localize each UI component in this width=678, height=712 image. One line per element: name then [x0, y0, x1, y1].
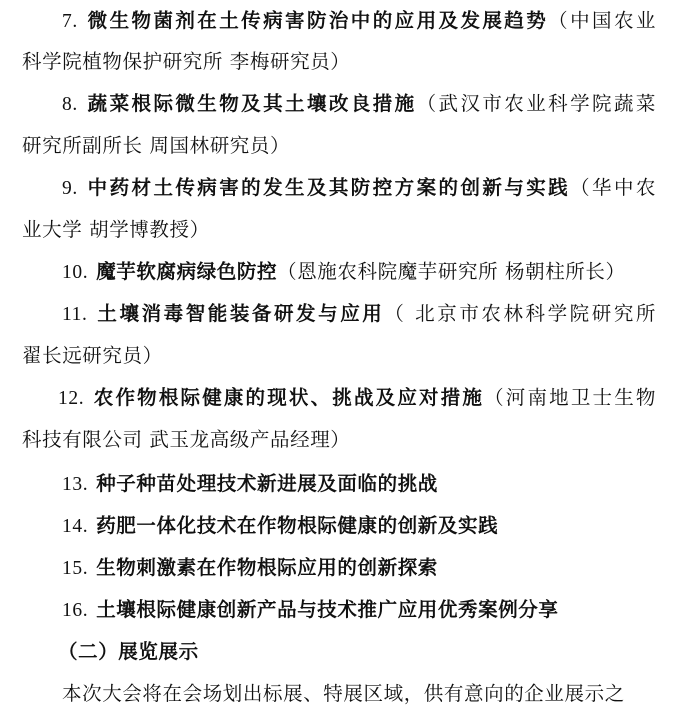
list-item-12	[58, 385, 656, 412]
item-number: 9.	[62, 178, 78, 199]
list-item-10	[62, 259, 656, 286]
list-item-13	[62, 471, 656, 498]
item-note: （ 北京市农林科学院研究所	[384, 302, 656, 325]
item-number: 8.	[62, 94, 78, 115]
item-number: 7.	[62, 11, 78, 32]
section-heading	[58, 639, 656, 665]
item-title: 土壤消毒智能装备研发与应用	[95, 302, 385, 325]
list-item-11	[62, 301, 656, 328]
item-title: 蔬菜根际微生物及其土壤改良措施	[85, 92, 417, 115]
item-number: 15.	[62, 558, 89, 579]
body-paragraph	[62, 681, 656, 707]
item-number: 10.	[62, 262, 89, 283]
item-note: （武汉市农业科学院蔬菜	[416, 92, 656, 115]
list-item-9	[62, 175, 656, 202]
item-title: 微生物菌剂在土传病害防治中的应用及发展趋势	[85, 9, 549, 32]
item-title: 魔芋软腐病绿色防控	[96, 260, 278, 283]
item-title: 种子种苗处理技术新进展及面临的挑战	[96, 472, 438, 495]
item-note: 翟长远研究员）	[22, 344, 163, 367]
item-note: （恩施农科院魔芋研究所 杨朝柱所长）	[277, 260, 626, 283]
list-item-15	[62, 555, 656, 582]
list-item-9-continuation	[22, 217, 656, 243]
list-item-16	[62, 597, 656, 624]
item-title: 土壤根际健康创新产品与技术推广应用优秀案例分享	[96, 598, 559, 621]
section-heading-text: （二）展览展示	[58, 640, 199, 663]
item-number: 16.	[62, 600, 89, 621]
item-note: 科技有限公司 武玉龙高级产品经理）	[22, 428, 351, 451]
item-number: 12.	[58, 388, 85, 409]
item-number: 13.	[62, 474, 89, 495]
list-item-14	[62, 513, 656, 540]
item-note: 业大学 胡学博教授）	[22, 218, 210, 241]
item-title: 农作物根际健康的现状、挑战及应对措施	[92, 386, 485, 409]
item-title: 生物刺激素在作物根际应用的创新探索	[96, 556, 438, 579]
paragraph-text: 本次大会将在会场划出标展、特展区域，供有意向的企业展示之	[62, 682, 625, 705]
item-note: （华中农	[570, 176, 656, 199]
item-number: 11.	[62, 304, 88, 325]
list-item-8-continuation	[22, 133, 656, 159]
item-number: 14.	[62, 516, 89, 537]
item-note: （中国农业	[548, 9, 656, 32]
item-title: 中药材土传病害的发生及其防控方案的创新与实践	[85, 176, 571, 199]
item-note: （河南地卫士生物	[484, 386, 656, 409]
list-item-7-continuation	[22, 49, 656, 75]
list-item-11-continuation	[22, 343, 656, 369]
item-note: 研究所副所长 周国林研究员）	[22, 134, 291, 157]
list-item-12-continuation	[22, 427, 656, 453]
item-note: 科学院植物保护研究所 李梅研究员）	[22, 50, 351, 73]
list-item-8	[62, 91, 656, 118]
list-item-7	[62, 8, 656, 35]
item-title: 药肥一体化技术在作物根际健康的创新及实践	[96, 514, 499, 537]
